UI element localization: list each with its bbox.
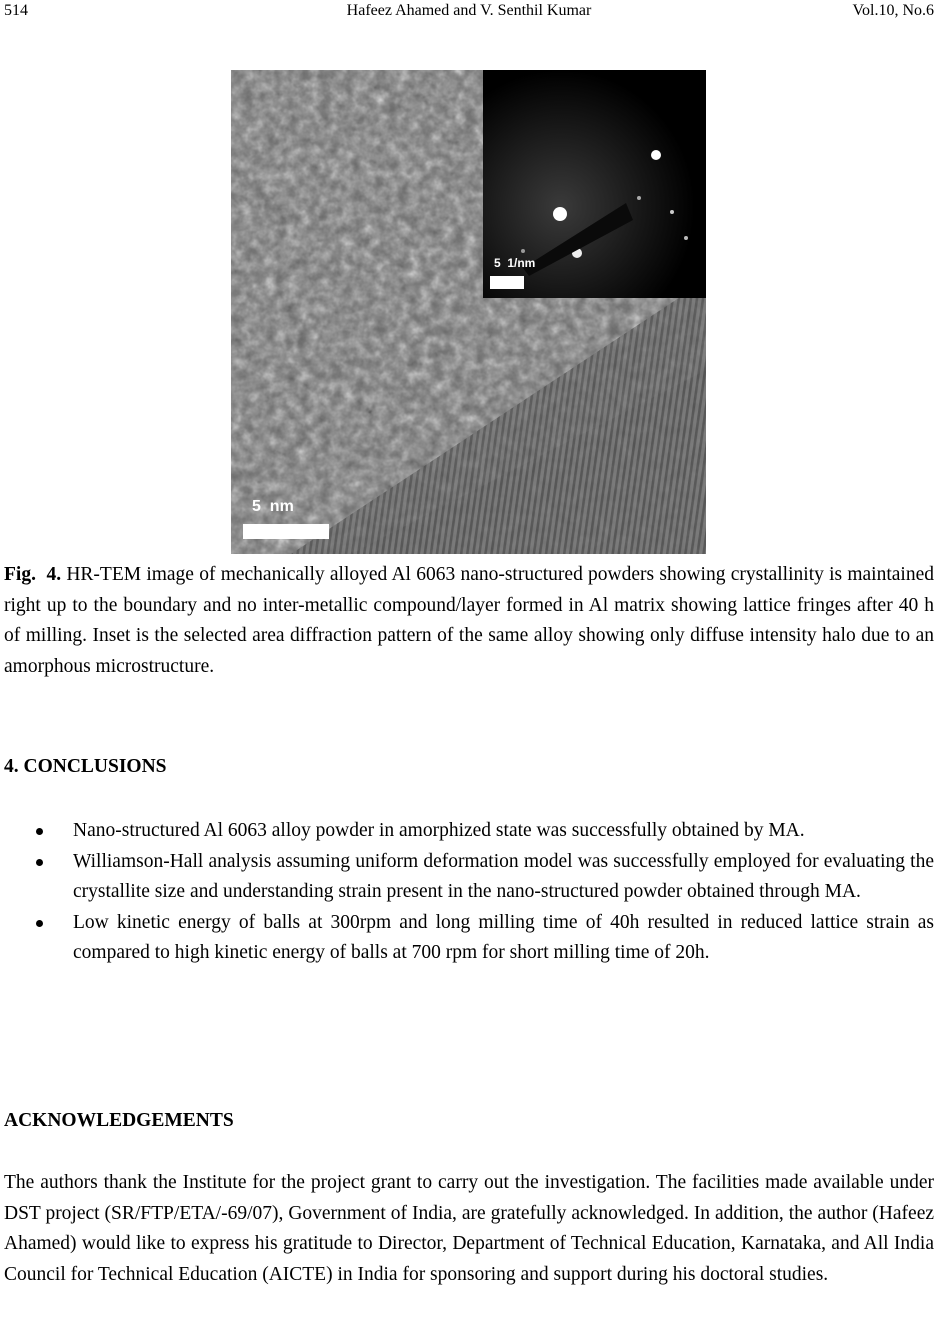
- figure-label: Fig. 4.: [4, 564, 62, 585]
- bullet-icon: [36, 920, 43, 927]
- page-header: [4, 0, 934, 22]
- acknowledgements-text: The authors thank the Institute for the project grant to carry out the investigation. The facilities made available under DST project (SR/FTP/ETA/-69/07), Government of India, are gratefully acknowledged. In addition, the author (Hafeez Ahamed) would like to express his gratitude to Director, Department of Technical Education, Karnataka, and All India Council for Technical Education (AICTE) in India for sponsoring and support during his doctoral studies.: [4, 1172, 934, 1285]
- journal-volume: Vol.10, No.6: [852, 2, 934, 19]
- list-item-text: Nano-structured Al 6063 alloy powder in amorphized state was successfully obtained by MA.: [73, 820, 805, 841]
- figure-caption: [4, 560, 934, 682]
- main-scale-bar-label: 5 nm: [252, 498, 294, 515]
- list-item: [0, 908, 934, 969]
- inset-scale-bar-label: 5 1/nm: [494, 256, 536, 270]
- figure-caption-text: HR-TEM image of mechanically alloyed Al 6063 nano-structured powders showing crystallinity is maintained right up to the boundary and no inter-metallic compound/layer formed in Al matrix showing lattice fringes after 40 h of milling. Inset is the selected area diffraction pattern of the same alloy showing only diffuse intensity halo due to an amorphous microstructure.: [4, 564, 934, 677]
- conclusions-heading: 4. CONCLUSIONS: [4, 756, 167, 777]
- acknowledgements-heading: ACKNOWLEDGEMENTS: [4, 1110, 234, 1131]
- hrtem-image: [231, 70, 706, 554]
- list-item: [0, 847, 934, 908]
- running-authors: Hafeez Ahamed and V. Senthil Kumar: [346, 2, 592, 19]
- conclusions-list: [0, 816, 934, 969]
- list-item: [0, 816, 934, 847]
- list-item-text: Williamson-Hall analysis assuming uniform deformation model was successfully employed for evaluating the crystallite size and understanding strain present in the nano-structured powder obtained through MA.: [73, 850, 934, 902]
- bullet-icon: [36, 859, 43, 866]
- bullet-icon: [36, 828, 43, 835]
- page-number: 514: [4, 2, 28, 19]
- list-item-text: Low kinetic energy of balls at 300rpm and long milling time of 40h resulted in reduced lattice strain as compared to high kinetic energy of balls at 700 rpm for short milling time of 20h.: [73, 911, 934, 963]
- hrtem-figure: [231, 70, 706, 554]
